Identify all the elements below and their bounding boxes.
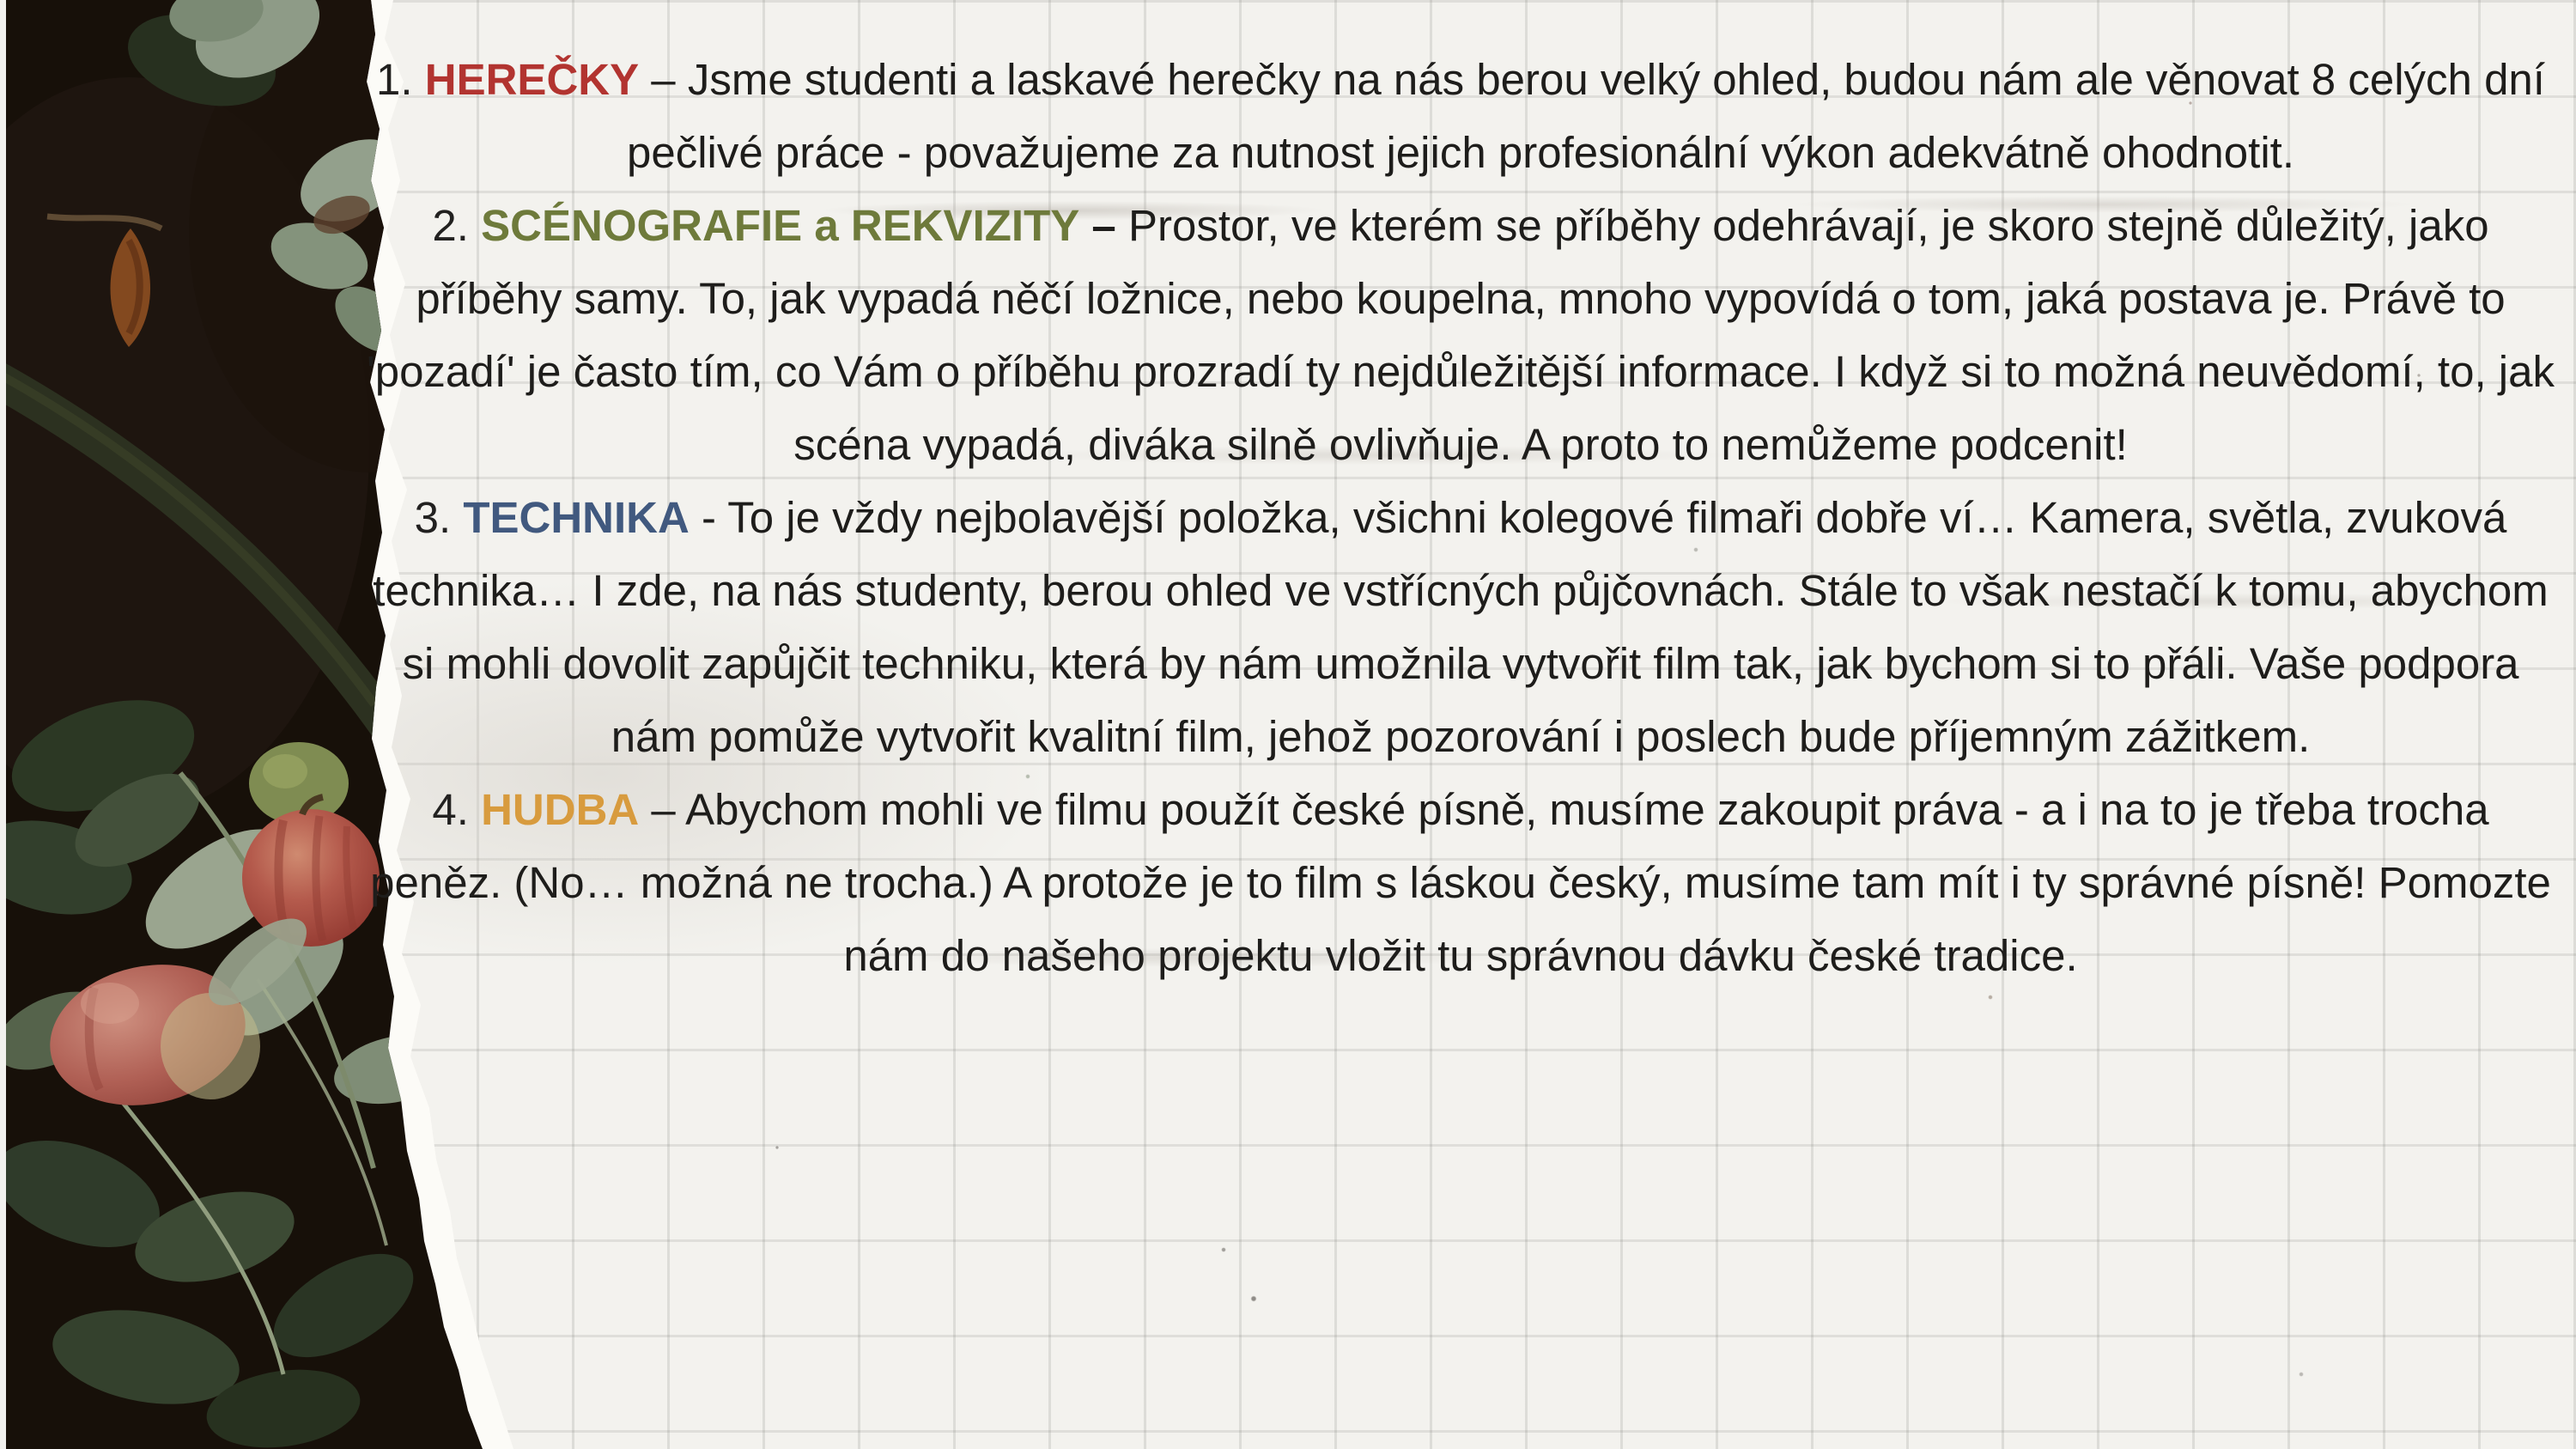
item-heading: TECHNIKA	[463, 493, 690, 542]
info-text-block	[361, 43, 2561, 992]
dash-separator: –	[1091, 201, 1116, 250]
item-number: 1.	[376, 55, 413, 104]
item-number: 2.	[432, 201, 469, 250]
item-text: Abychom mohli ve filmu použít české písně, musíme zakoupit práva - a i na to je třeba trocha peněz. (No… možná ne trocha.) A protože je to film s láskou český, musíme tam mít i ty správné písně! Pomozte nám do našeho projektu vložit tu správnou dávku české tradice.	[370, 785, 2551, 980]
item-scenografie	[361, 189, 2561, 481]
item-technika	[361, 481, 2561, 773]
dash-separator: –	[651, 785, 676, 834]
item-text: Prostor, ve kterém se příběhy odehrávají, je skoro stejně důležitý, jako příběhy samy. To, jak vypadá něčí ložnice, nebo koupelna, mnoho vypovídá o tom, jaká postava je. Právě to 'pozadí' je často tím, co Vám o příběhu prozradí ty nejdůležitější informace. I když si to možná neuvědomí, to, jak scéna vypadá, diváka silně ovlivňuje. A proto to nemůžeme podcenit!	[366, 201, 2555, 469]
item-heading: HUDBA	[481, 785, 640, 834]
item-number: 3.	[414, 493, 452, 542]
photo-left-white-sliver	[0, 0, 6, 1449]
item-heading: SCÉNOGRAFIE a REKVIZITY	[481, 201, 1080, 250]
item-number: 4.	[432, 785, 469, 834]
item-hudba	[361, 773, 2561, 992]
dash-separator: -	[702, 493, 716, 542]
item-herecky	[361, 43, 2561, 189]
item-text: To je vždy nejbolavější položka, všichni kolegové filmaři dobře ví… Kamera, světla, zvuková technika… I zde, na nás studenty, berou ohled ve vstřícných půjčovnách. Stále to však nestačí k tomu, abychom si mohli dovolit zapůjčit techniku, která by nám umožnila vytvořit film tak, jak bychom si to přáli. Vaše podpora nám pomůže vytvořit kvalitní film, jehož pozorování i poslech bude příjemným zážitkem.	[373, 493, 2549, 761]
dash-separator: –	[651, 55, 676, 104]
item-text: Jsme studenti a laskavé herečky na nás berou velký ohled, budou nám ale věnovat 8 celých dní pečlivé práce - považujeme za nutnost jejich profesionální výkon adekvátně ohodnotit.	[626, 55, 2545, 177]
item-heading: HEREČKY	[424, 55, 640, 104]
